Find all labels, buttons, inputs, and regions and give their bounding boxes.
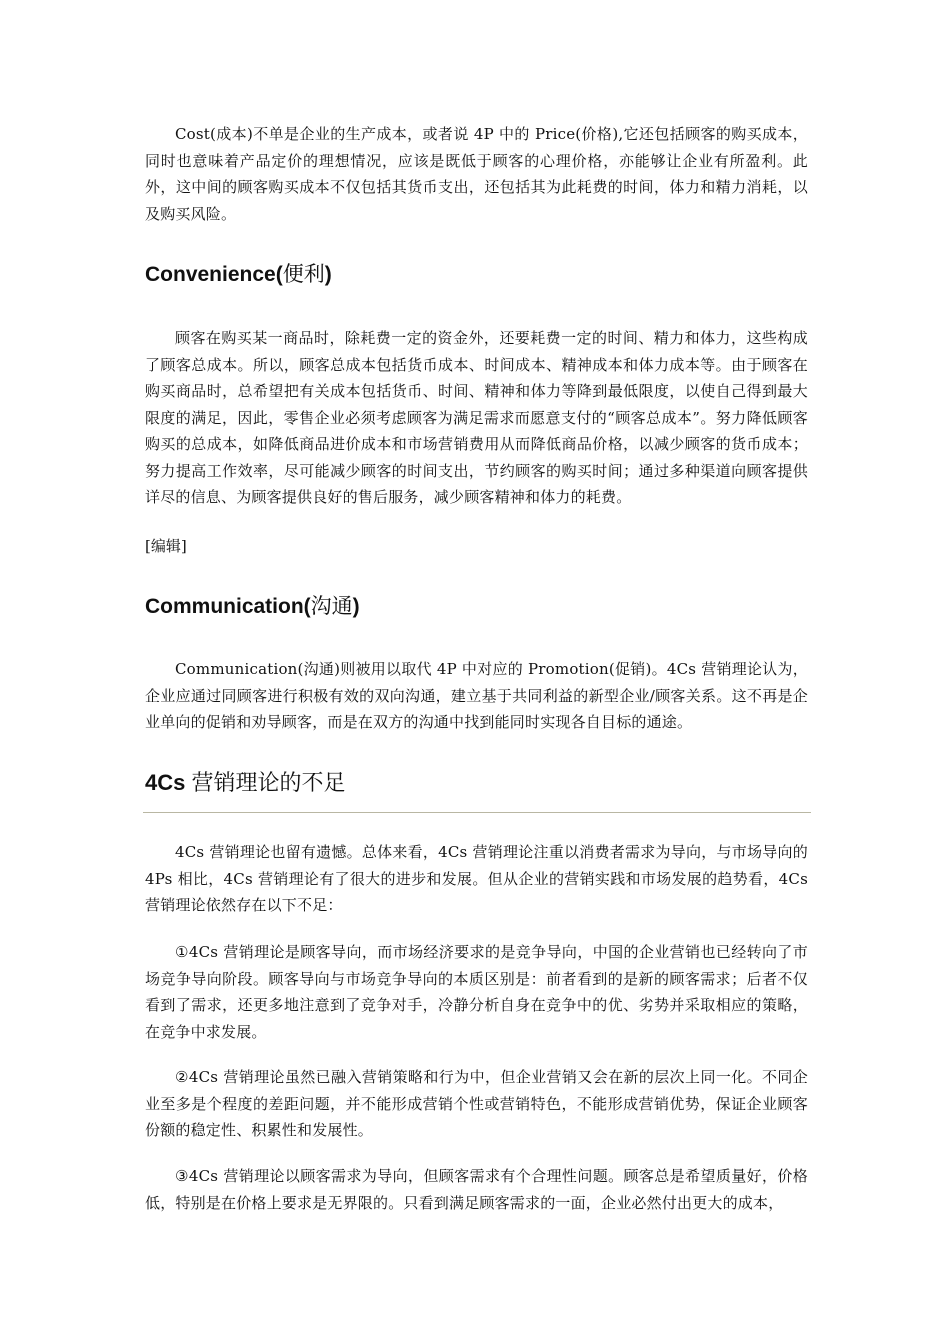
shortcoming-point-1: ①4Cs 营销理论是顾客导向，而市场经济要求的是竞争导向，中国的企业营销也已经转向了市场竞争导向阶段。顾客导向与市场竞争导向的本质区别是：前者看到的是新的顾客需求；后者不仅看到了需求，还更多地注意到了竞争对手，冷静分析自身在竞争中的优、劣势并采取相应的策略，在竞争中求发展。 bbox=[145, 943, 808, 1041]
shortcomings-heading bbox=[145, 766, 346, 797]
convenience-heading bbox=[145, 258, 332, 288]
cost-paragraph: Cost(成本)不单是企业的生产成本，或者说 4P 中的 Price(价格),它还包括顾客的购买成本，同时也意味着产品定价的理想情况，应该是既低于顾客的心理价格，亦能够让企业有所盈利。此外，这中间的顾客购买成本不仅包括其货币支出，还包括其为此耗费的时间，体力和精力消耗，以及购买风险。 bbox=[145, 125, 808, 223]
shortcoming-point-2: ②4Cs 营销理论虽然已融入营销策略和行为中，但企业营销又会在新的层次上同一化。不同企业至多是个程度的差距问题，并不能形成营销个性或营销特色，不能形成营销优势，保证企业顾客份额的稳定性、积累性和发展性。 bbox=[145, 1068, 808, 1139]
communication-heading bbox=[145, 590, 360, 620]
section-divider bbox=[143, 812, 811, 813]
communication-heading-en: Communication( bbox=[145, 595, 311, 618]
convenience-heading-close: ) bbox=[324, 263, 332, 286]
shortcomings-heading-cn: 营销理论的不足 bbox=[191, 771, 346, 796]
shortcomings-intro-paragraph: 4Cs 营销理论也留有遗憾。总体来看，4Cs 营销理论注重以消费者需求为导向，与市场导向的 4Ps 相比，4Cs 营销理论有了很大的进步和发展。但从企业的营销实践和市场发展的趋势看，4Cs 营销理论依然存在以下不足： bbox=[145, 843, 808, 914]
communication-heading-cn: 沟通 bbox=[310, 594, 353, 618]
convenience-heading-cn: 便利 bbox=[282, 262, 325, 286]
shortcomings-heading-en: 4Cs bbox=[145, 770, 192, 795]
edit-link[interactable]: [编辑] bbox=[145, 537, 187, 555]
convenience-heading-en: Convenience( bbox=[145, 263, 283, 286]
convenience-paragraph: 顾客在购买某一商品时，除耗费一定的资金外，还要耗费一定的时间、精力和体力，这些构成了顾客总成本。所以，顾客总成本包括货币成本、时间成本、精神成本和体力成本等。由于顾客在购买商品时，总希望把有关成本包括货币、时间、精神和体力等降到最低限度，以使自己得到最大限度的满足，因此，零售企业必须考虑顾客为满足需求而愿意支付的“顾客总成本”。努力降低顾客购买的总成本，如降低商品进价成本和市场营销费用从而降低商品价格，以减少顾客的货币成本；努力提高工作效率，尽可能减少顾客的时间支出，节约顾客的购买时间；通过多种渠道向顾客提供详尽的信息、为顾客提供良好的售后服务，减少顾客精神和体力的耗费。 bbox=[145, 329, 808, 506]
communication-heading-close: ) bbox=[352, 595, 360, 618]
shortcoming-point-3: ③4Cs 营销理论以顾客需求为导向，但顾客需求有个合理性问题。顾客总是希望质量好，价格低，特别是在价格上要求是无界限的。只看到满足顾客需求的一面，企业必然付出更大的成本， bbox=[145, 1167, 808, 1212]
communication-paragraph: Communication(沟通)则被用以取代 4P 中对应的 Promotion(促销)。4Cs 营销理论认为，企业应通过同顾客进行积极有效的双向沟通，建立基于共同利益的新型企业/顾客关系。这不再是企业单向的促销和劝导顾客，而是在双方的沟通中找到能同时实现各自目标的通途。 bbox=[145, 660, 808, 731]
